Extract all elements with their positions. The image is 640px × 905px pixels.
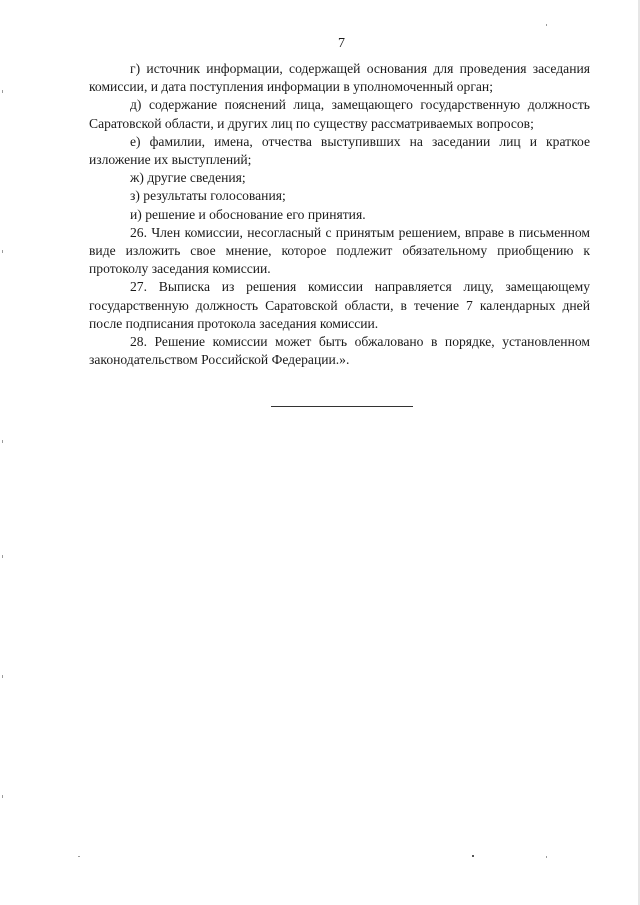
scan-speck xyxy=(472,855,474,857)
scan-speck xyxy=(546,24,547,26)
paragraph-27: 27. Выписка из решения комиссии направляется лицу, замещающему государственную должность Саратовской области, в течение 7 календарных дней после подписания протокола заседания комиссии. xyxy=(89,279,590,331)
scan-speck xyxy=(2,90,3,93)
scan-speck xyxy=(2,555,3,558)
scan-margin-marks xyxy=(0,0,6,905)
paragraph-z: з) результаты голосования; xyxy=(130,188,286,204)
paragraph-e: е) фамилии, имена, отчества выступивших на заседании лиц и краткое изложение их выступлений; xyxy=(89,133,590,168)
scan-speck xyxy=(2,250,3,253)
paragraph-zh: ж) другие сведения; xyxy=(130,170,246,186)
scan-speck xyxy=(2,795,3,798)
document-body xyxy=(89,60,590,369)
scan-speck xyxy=(2,440,3,443)
paragraph-d: д) содержание пояснений лица, замещающего государственную должность Саратовской области, и других лиц по существу рассматриваемых вопросов; xyxy=(89,97,590,131)
paragraph-i: и) решение и обоснование его принятия. xyxy=(130,206,366,222)
paragraph-28: 28. Решение комиссии может быть обжаловано в порядке, установленном законодательством Российской Федерации.». xyxy=(89,334,590,368)
scan-speck xyxy=(78,856,80,857)
paragraph-26: 26. Член комиссии, несогласный с принятым решением, вправе в письменном виде изложить свое мнение, которое подлежит обязательному приобщению к протоколу заседания комиссии. xyxy=(89,224,590,277)
scan-speck xyxy=(2,675,3,678)
page-number: 7 xyxy=(338,36,345,51)
end-separator-line xyxy=(271,406,413,407)
scan-speck xyxy=(546,856,547,858)
paragraph-g: г) источник информации, содержащей основания для проведения заседания комиссии, и дата поступления информации в уполномоченный орган; xyxy=(89,61,590,95)
